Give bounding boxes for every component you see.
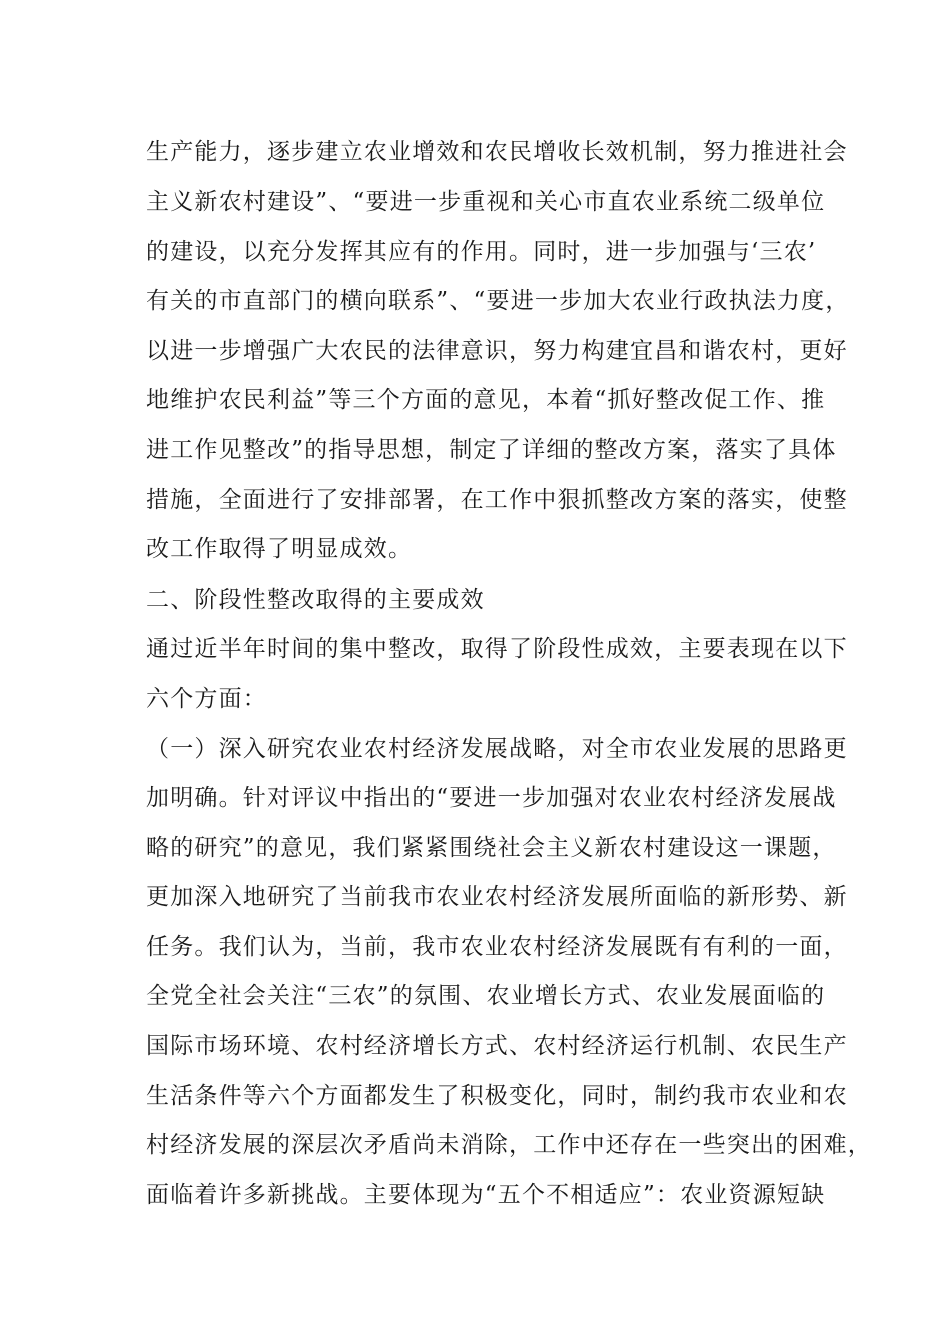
text-line: （一）深入研究农业农村经济发展战略，对全市农业发展的思路更: [146, 736, 848, 762]
text-line: 措施，全面进行了安排部署，在工作中狠抓整改方案的落实，使整: [146, 487, 848, 513]
text-line: 略的研究”的意见，我们紧紧围绕社会主义新农村建设这一课题，: [146, 835, 837, 861]
text-line: 更加深入地研究了当前我市农业农村经济发展所面临的新形势、新: [146, 884, 848, 910]
text-line: 任务。我们认为，当前，我市农业农村经济发展既有有利的一面，: [146, 934, 848, 960]
text-line: 生产能力，逐步建立农业增效和农民增收长效机制，努力推进社会: [146, 139, 848, 165]
text-line: 地维护农民利益”等三个方面的意见，本着“抓好整改促工作、推: [146, 387, 826, 413]
text-line: 全党全社会关注“三农”的氛围、农业增长方式、农业发展面临的: [146, 983, 826, 1009]
text-line: 通过近半年时间的集中整改，取得了阶段性成效，主要表现在以下: [146, 636, 848, 662]
text-line: 进工作见整改”的指导思想，制定了详细的整改方案，落实了具体: [146, 437, 837, 463]
text-line: 生活条件等六个方面都发生了积极变化，同时，制约我市农业和农: [146, 1083, 848, 1109]
text-line: 有关的市直部门的横向联系”、“要进一步加大农业行政执法力度，: [146, 288, 850, 314]
text-line: 面临着许多新挑战。主要体现为“五个不相适应”：农业资源短缺: [146, 1182, 826, 1208]
text-line: 主义新农村建设”、“要进一步重视和关心市直农业系统二级单位: [146, 189, 826, 215]
section-heading: 二、阶段性整改取得的主要成效: [146, 587, 485, 613]
text-line: 的建设，以充分发挥其应有的作用。同时，进一步加强与‘三农’: [146, 239, 817, 265]
text-line: 加明确。针对评议中指出的“要进一步加强对农业农村经济发展战: [146, 785, 837, 811]
text-line: 国际市场环境、农村经济增长方式、农村经济运行机制、农民生产: [146, 1033, 848, 1059]
text-line: 以进一步增强广大农民的法律意识，努力构建宜昌和谐农村，更好: [146, 338, 848, 364]
text-line: 村经济发展的深层次矛盾尚未消除，工作中还存在一些突出的困难，: [146, 1132, 872, 1158]
text-line: 改工作取得了明显成效。: [146, 536, 413, 562]
text-line: 六个方面：: [146, 686, 267, 712]
